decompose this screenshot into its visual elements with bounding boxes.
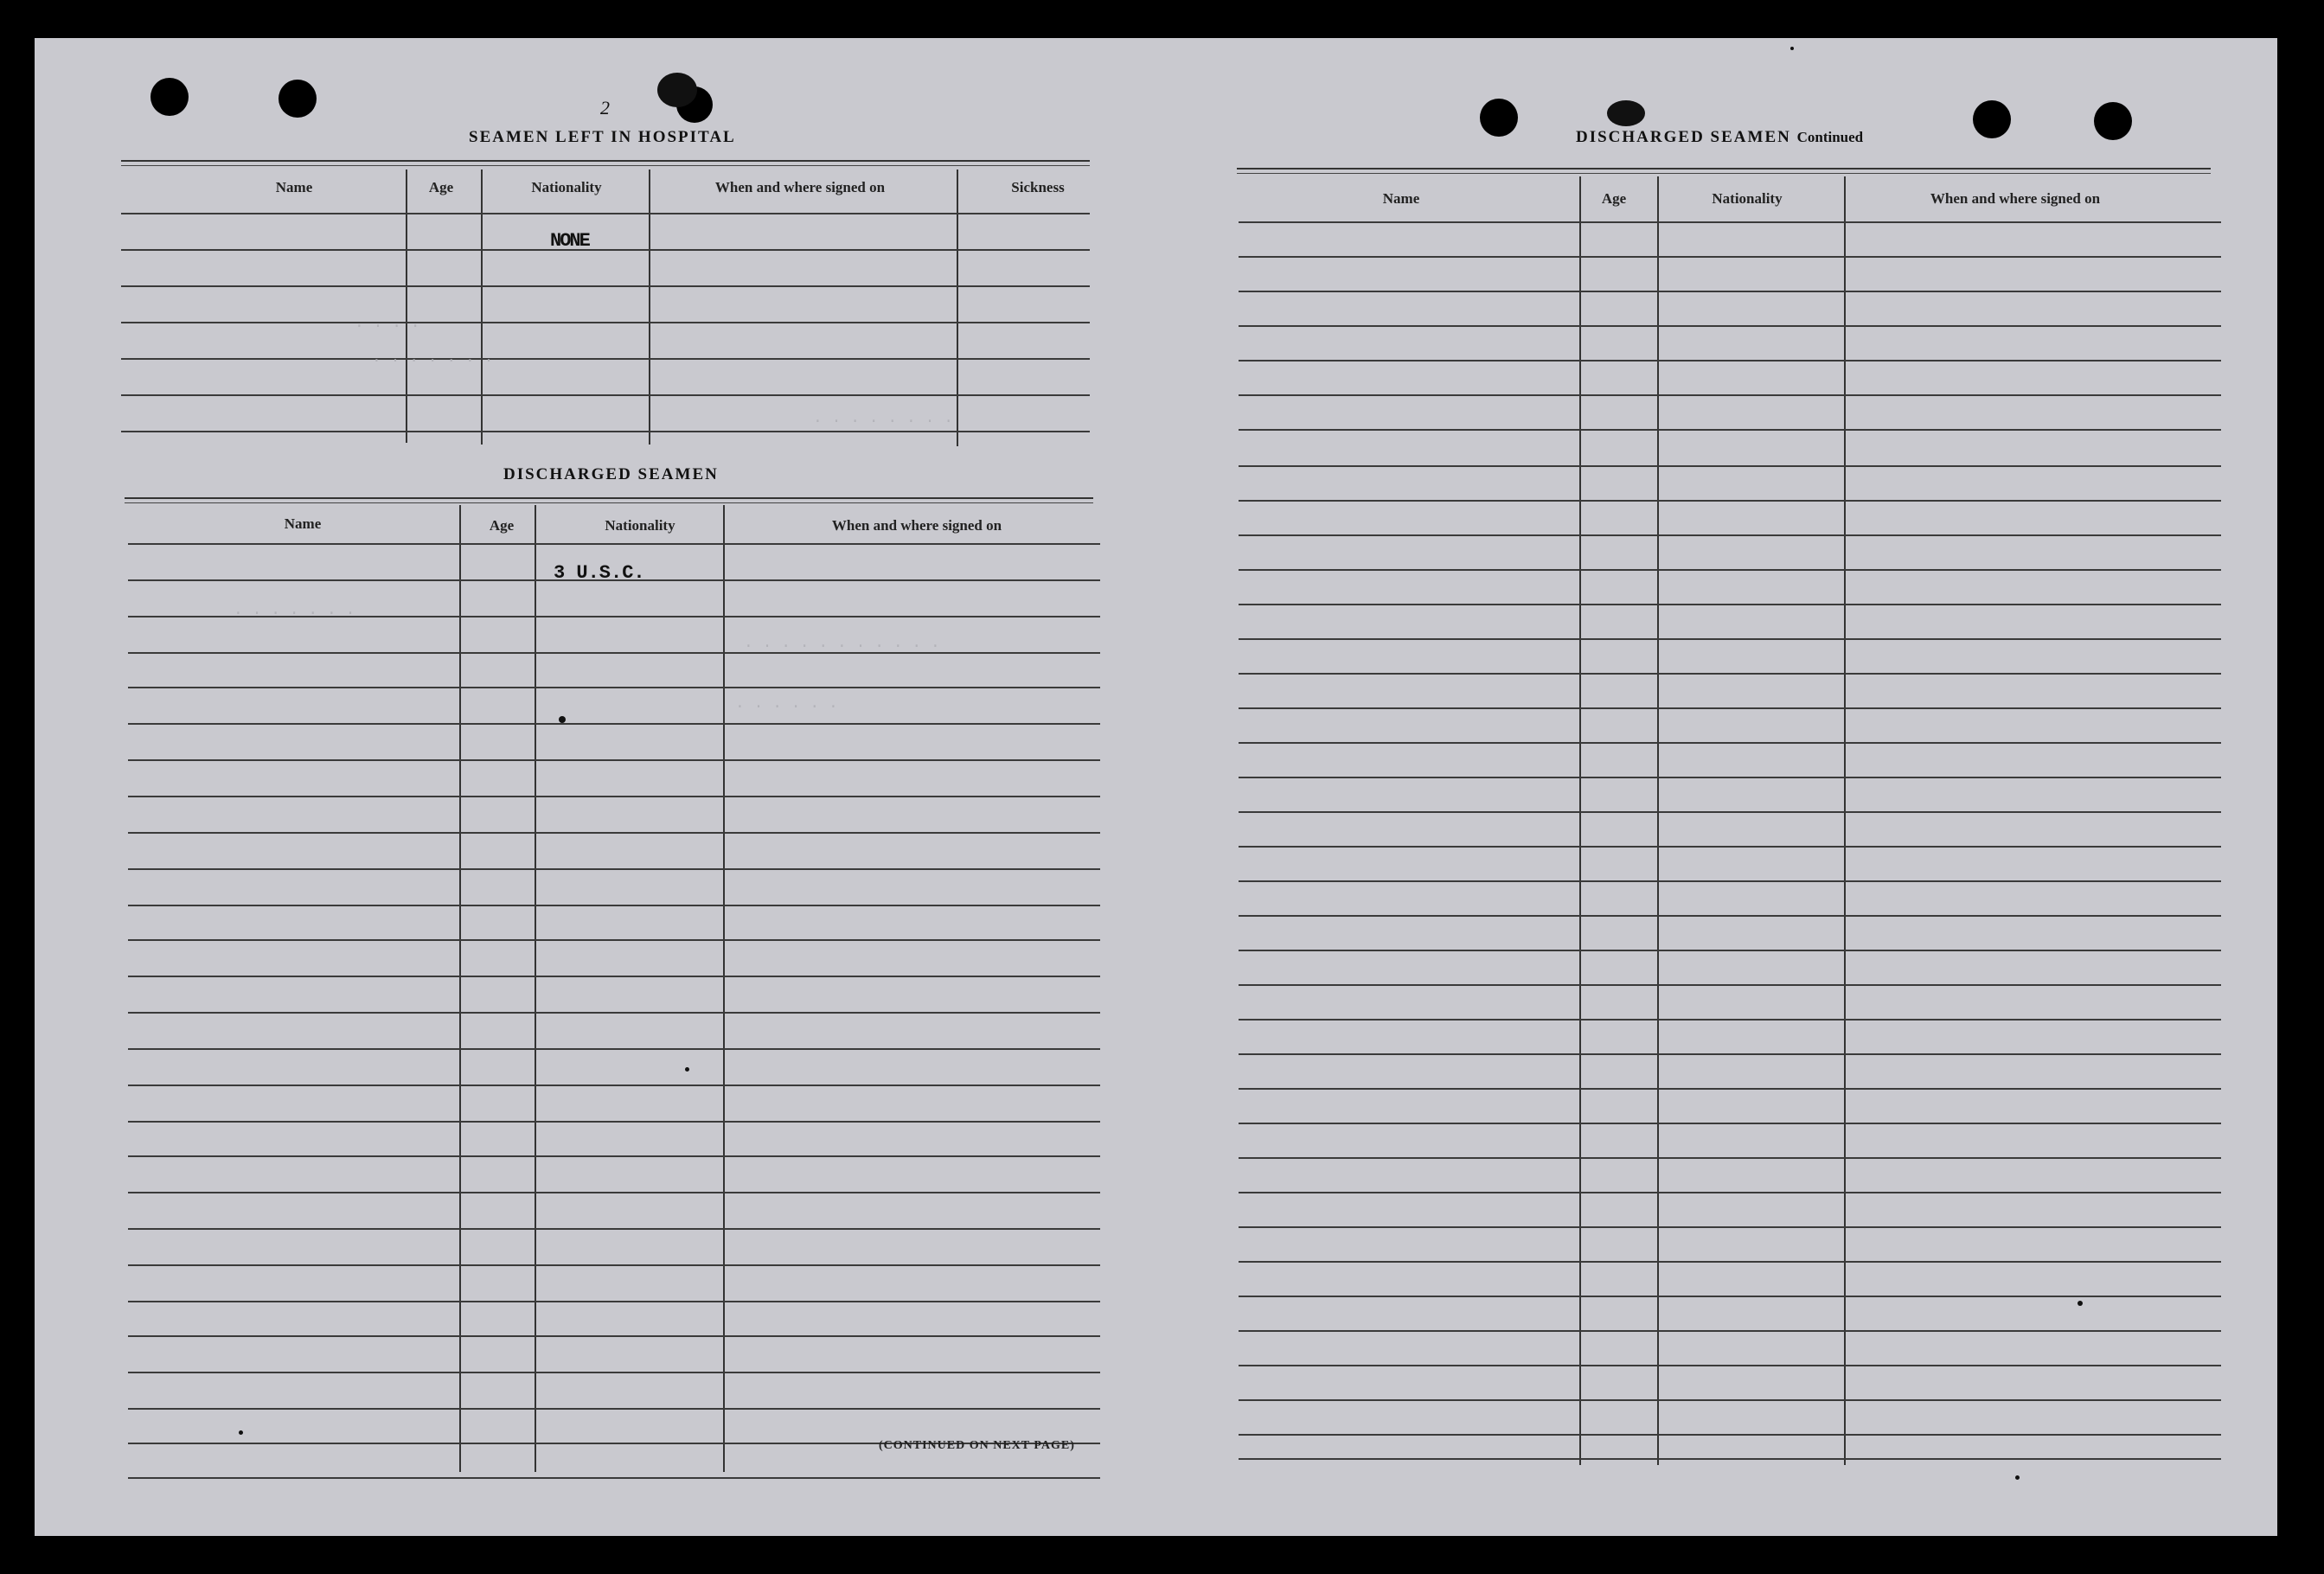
punch-hole — [1973, 100, 2011, 138]
punch-hole — [2094, 102, 2132, 140]
column-header-when-where: When and where signed on — [1930, 190, 2101, 207]
column-header-name: Name — [1382, 190, 1420, 207]
table-top-rule — [121, 160, 1090, 162]
column-header-age: Age — [489, 517, 515, 534]
ink-dot — [1790, 47, 1794, 50]
column-header-nationality: Nationality — [1712, 190, 1783, 207]
punch-hole — [150, 78, 189, 116]
table-top-rule — [125, 497, 1093, 499]
document-sheet — [35, 38, 2277, 1536]
ink-blot — [1607, 100, 1645, 126]
show-through-text: . . . . . . . — [234, 602, 355, 619]
column-header-when-where: When and where signed on — [714, 179, 886, 195]
show-through-text: . . . . . . . . . . . — [744, 635, 940, 652]
discharged-continued-title-suffix: Continued — [1796, 129, 1864, 145]
continued-table-rows — [1239, 221, 2221, 1484]
punch-hole — [278, 80, 317, 118]
show-through-text: . . . . . . . . — [813, 410, 954, 427]
ink-dot — [2078, 1301, 2083, 1306]
column-header-when-where: When and where signed on — [831, 517, 1002, 534]
continued-footer: (CONTINUED ON NEXT PAGE) — [879, 1439, 1075, 1452]
table-top-rule — [121, 165, 1090, 166]
column-header-age: Age — [1601, 190, 1627, 207]
discharged-entry: 3 U.S.C. — [554, 562, 645, 584]
punch-hole — [1480, 99, 1518, 137]
column-header-name: Name — [275, 179, 313, 195]
ink-dot — [2015, 1475, 2020, 1480]
hospital-section-title: SEAMEN LEFT IN HOSPITAL — [469, 128, 736, 146]
table-top-rule — [125, 502, 1093, 503]
show-through-text: . . . . . . . — [372, 349, 494, 367]
show-through-text: . . . . . . — [735, 695, 838, 713]
page-mark: 2 — [600, 97, 610, 118]
show-through-text: . . . . — [355, 315, 420, 332]
discharged-table-rows — [128, 543, 1100, 1486]
discharged-continued-title — [1576, 128, 1863, 147]
ink-dot — [685, 1067, 689, 1072]
ink-blot — [657, 73, 697, 107]
column-header-nationality: Nationality — [605, 517, 675, 534]
table-top-rule — [1237, 168, 2211, 170]
column-header-age: Age — [428, 179, 454, 195]
discharged-section-title: DISCHARGED SEAMEN — [503, 465, 719, 483]
column-header-name: Name — [284, 515, 322, 532]
discharged-continued-title-main: DISCHARGED SEAMEN — [1576, 128, 1791, 146]
table-top-rule — [1237, 173, 2211, 174]
ink-dot — [559, 716, 566, 723]
column-header-nationality: Nationality — [531, 179, 602, 195]
column-header-sickness: Sickness — [1011, 179, 1065, 195]
ink-dot — [239, 1430, 243, 1435]
hospital-entry: NONE — [550, 230, 589, 252]
